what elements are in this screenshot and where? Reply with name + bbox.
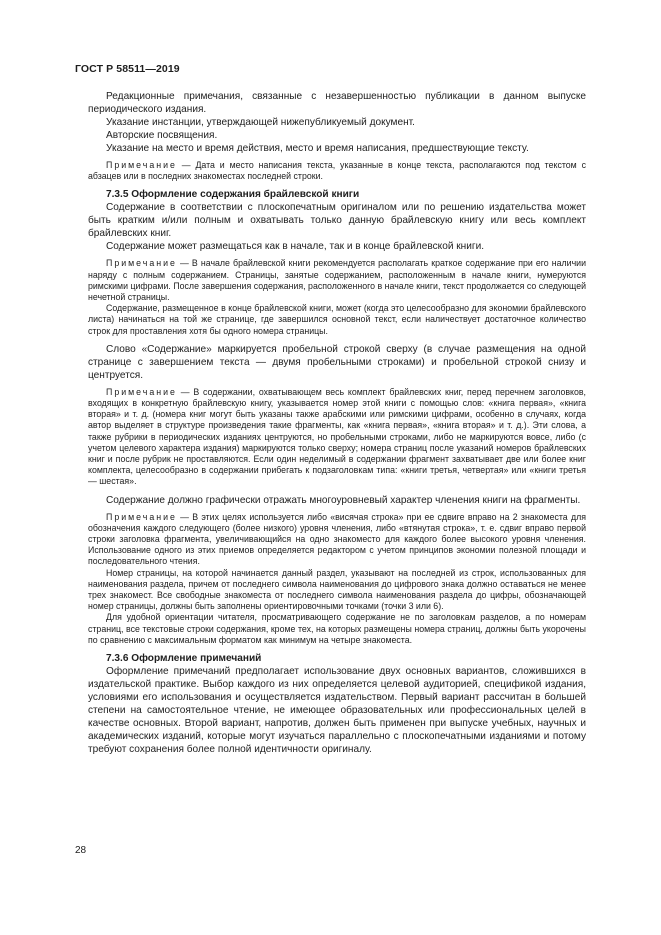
note-paragraph: Для удобной ориентации читателя, просматривающего содержание не по заголовкам разделов, а по номерам страниц, все текстовые строки содержания, кроме тех, на которых размещены номера страниц, должны быть укорочены по сравнению с максимальным форматом как минимум на четыре знакоместа.: [88, 612, 586, 645]
paragraph: Авторские посвящения.: [106, 130, 218, 141]
note-text: — В начале брайлевской книги рекомендуется располагать краткое содержание при его наличии наряду с полным содержанием. Страницы, занятые содержанием, расположенным в начале книги, нумеруются римскими цифрами. После завершения содержания, расположенного в начале книги, текст продолжается со следующей нечетной страницы.: [88, 258, 586, 303]
page-body: [88, 90, 586, 756]
paragraph: Редакционные примечания, связанные с незавершенностью публикации в данном выпуске периодического издания.: [88, 91, 586, 115]
section-heading-7-3-6: 7.3.6 Оформление примечаний: [106, 653, 262, 665]
page-number: 28: [75, 845, 87, 856]
note-label: Примечание: [106, 511, 177, 522]
note-text: — В этих целях используется либо «висячая строка» при ее сдвиге вправо на 2 знакоместа для обозначения каждого следующего (более низкого) уровня членения, либо «втянутая строка», т. е. сдвиг вправо первой строки заголовка фрагмента, увеличивающийся на одно знакоместо для каждого более высокого уровня членения. Использование одного из этих приемов определяется редактором с учетом принципов экономии полезной площади и последовательного чтения.: [88, 511, 586, 567]
note-paragraph: Содержание, размещенное в конце брайлевской книги, может (когда это целесообразно для экономии брайлевского листа) начинаться на той же странице, где завершился основной текст, если наличествует достаточное количество строк для проставления хотя бы одного номера страницы.: [88, 303, 586, 336]
note: [88, 387, 586, 488]
note-text: — Дата и место написания текста, указанные в конце текста, располагаются под текстом с абзацев или в последних знакоместах последней строки.: [88, 160, 586, 182]
note: [88, 160, 586, 182]
note-label: Примечание: [106, 258, 177, 269]
document-header: ГОСТ Р 58511—2019: [75, 63, 180, 75]
paragraph: Указание на место и время действия, место и время написания, предшествующие тексту.: [106, 143, 529, 154]
paragraph: Содержание может размещаться как в начале, так и в конце брайлевской книги.: [106, 241, 485, 253]
note: [88, 512, 586, 568]
paragraph: Содержание должно графически отражать многоуровневый характер членения книги на фрагменты.: [106, 494, 581, 506]
note-label: Примечание: [106, 386, 177, 397]
paragraph: Слово «Содержание» маркируется пробельной строкой сверху (в случае размещения на одной странице с завершением текста — двумя пробельными строками) и пробельной строкой снизу и центруется.: [88, 343, 586, 381]
note-label: Примечание: [106, 160, 177, 170]
note-text: — В содержании, охватывающем весь комплект брайлевских книг, перед перечнем заголовков, входящих в конкретную брайлевскую книгу, указывается номер этой книги с помощью слов: «книга первая», «книга вторая» и т. д. (номера книг могут быть указаны также арабскими или римскими цифрами, особенно в случаях, когда автор выделяет в структуре произведения такие фрагменты, как «книга первая», «книга вторая» и т. д.). Эти слова, а также рубрики в периодических изданиях центруются, но пробельными строками, либо не маркируются вовсе, либо (с учетом целевого характера издания) маркируются только сверху; номера страниц после указаний номеров брайлевских книг и после рубрик не проставляются. Если один неделимый в содержании фрагмент захватывает две или более книг комплекта, целесообразно в содержании прибегать к подзаголовкам типа: «книги третья, четвертая» или «книги третья — шестая».: [88, 386, 586, 487]
paragraph: Указание инстанции, утверждающей нижепубликуемый документ.: [106, 117, 415, 128]
note-paragraph: Номер страницы, на которой начинается данный раздел, указывают на последней из строк, использованных для наименования раздела, причем от последнего символа наименования до цифрового знака должно оставаться не менее трех знакомест. Все свободные знакоместа от последнего символа наименования раздела до цифры, обозначающей номер страницы, должны быть заполнены ориентировочными точками (точки 3 или 6).: [88, 567, 586, 612]
paragraph: Оформление примечаний предполагает использование двух основных вариантов, сложившихся в издательской практике. Выбор каждого из них определяется целевой аудиторией, спецификой издания, условиями его использования и осуществляется издательством. Первый вариант рассчитан в большей степени на самостоятельное чтение, не имеющее образовательных или профессиональных целей в качестве основных. Второй вариант, напротив, должен быть применен при выпуске учебных, научных и академических изданий, которые могут изучаться параллельно с плоскопечатными изданиями и потому требуют сохранения более полной идентичности оригиналу.: [88, 666, 586, 756]
section-heading-7-3-5: 7.3.5 Оформление содержания брайлевской книги: [106, 189, 360, 201]
note: [88, 258, 586, 303]
paragraph: Содержание в соответствии с плоскопечатным оригиналом или по решению издательства может быть кратким и/или полным и охватывать только данную брайлевскую книгу или весь комплект брайлевских книг.: [88, 202, 586, 240]
